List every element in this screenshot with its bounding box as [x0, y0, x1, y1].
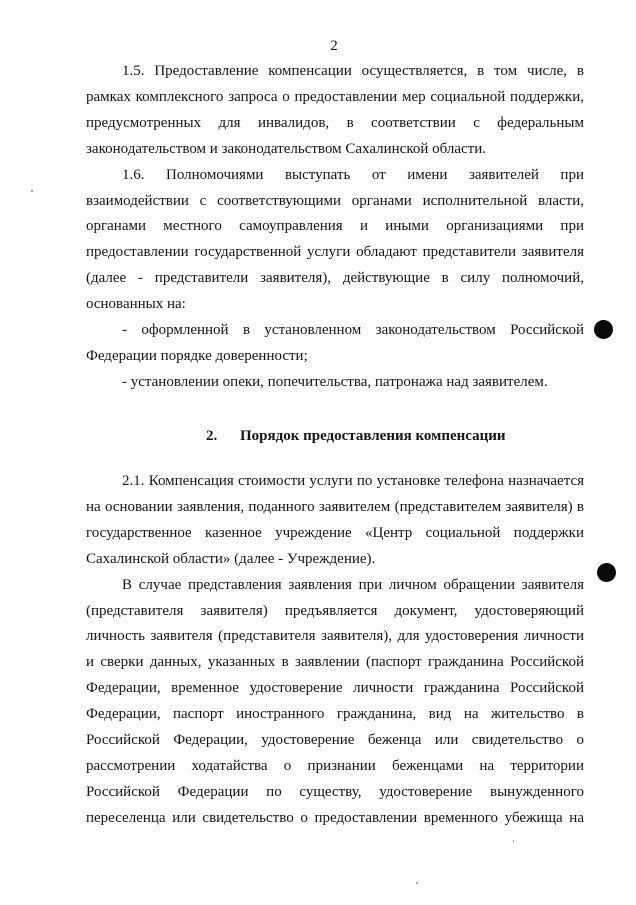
- section-2-number: 2.: [206, 428, 218, 444]
- binder-hole: [597, 563, 616, 582]
- section-2-heading: [206, 424, 506, 448]
- page-number: 2: [330, 38, 338, 54]
- paragraph-2-1: 2.1. Компенсация стоимости услуги по установке телефона назначается на основании заявления, поданного заявителем (представителем заявителя) в государственное казенное учреждение «Центр социальной поддержки Сахалинской области» (далее - Учреждение).: [86, 473, 584, 567]
- paragraph-2-1-continued: В случае представления заявления при личном обращении заявителя (представителя заявителя) предъявляется документ, удостоверяющий личность заявителя (представителя заявителя), для удостоверения личности и сверки данных, указанных в заявлении (паспорт гражданина Российской Федерации, временное удостоверение личности гражданина Российской Федерации, паспорт иностранного гражданина, вид на жительство в Российской Федерации, удостоверение беженца или свидетельство о рассмотрении ходатайства о признании беженцами на территории Российской Федерации по существу, удостоверение вынужденного переселенца или свидетельство о предоставлении временного убежища на: [86, 576, 584, 826]
- section-2-title: Порядок предоставления компенсации: [240, 428, 506, 444]
- section-1-body: [86, 59, 584, 396]
- paragraph-1-5: 1.5. Предоставление компенсации осуществляется, в том числе, в рамках комплексного запроса о предоставлении мер социальной поддержки, предусмотренных для инвалидов, в соответствии с федеральным законодательством и законодательством Сахалинской области.: [86, 63, 584, 157]
- scan-speck: [416, 882, 418, 884]
- binder-hole: [594, 320, 613, 339]
- list-item-guardianship: - установлении опеки, попечительства, патронажа над заявителем.: [122, 373, 548, 390]
- list-item-power-of-attorney: - оформленной в установленном законодательством Российской Федерации порядке доверенности;: [86, 322, 584, 364]
- section-2-body: [86, 469, 584, 832]
- paragraph-1-6: 1.6. Полномочиями выступать от имени заявителей при взаимодействии с соответствующими органами исполнительной власти, органами местного самоуправления и иными организациями при предоставлении государственной услуги обладают представители заявителя (далее - представители заявителя), действующие в силу полномочий, основанных на:: [86, 166, 584, 313]
- scan-speck: [513, 840, 514, 843]
- scan-speck: [31, 190, 33, 192]
